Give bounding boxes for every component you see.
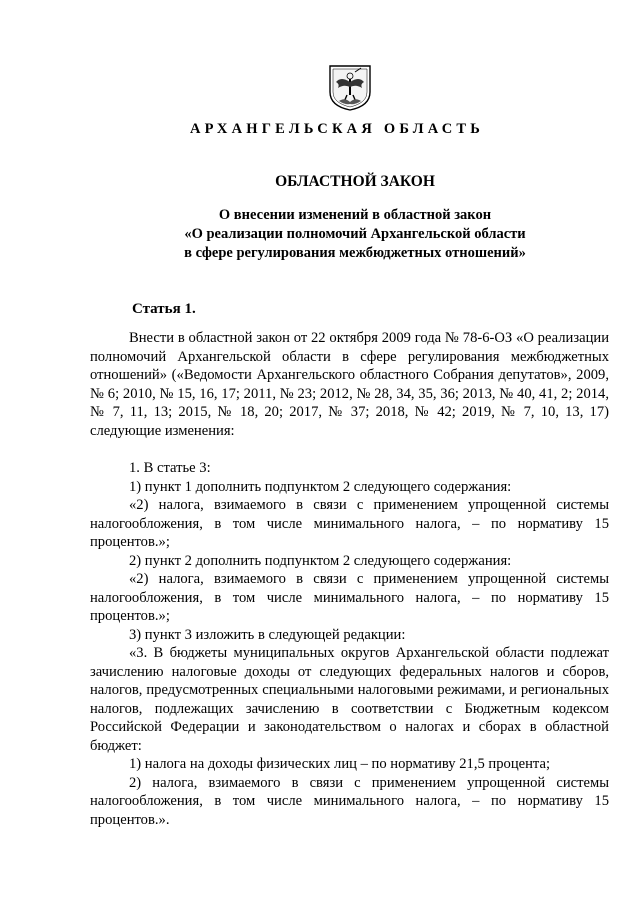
intro-paragraph: Внести в областной закон от 22 октября 2009 года № 78-6-ОЗ «О реализации полномочий Архангельской области в сфере регулирования межбюджетных отношений» («Ведомости Архангельского областного Собрания депутатов», 2009, № 6; 2010, № 15, 16, 17; 2011, № 23; 2012, № 28, 34, 35, 36; 2013, № 40, 41, 2; 2014, № 7, 11, 13; 2015, № 18, 20; 2017, № 37; 2018, № 42; 2019, № 7, 10, 13, 17) следующие изменения: [90, 330, 609, 439]
amendment-paragraph: 2) налога, взимаемого в связи с применением упрощенной системы налогообложения, в том числе минимального налога, – по нормативу 15 процентов.». [90, 774, 609, 828]
amendment-paragraph: «2) налога, взимаемого в связи с применением упрощенной системы налогообложения, в том числе минимального налога, – по нормативу 15 процентов.»; [90, 497, 609, 550]
amendment-paragraph: 2) пункт 2 дополнить подпунктом 2 следующего содержания: [129, 552, 512, 569]
law-title-line: в сфере регулирования межбюджетных отношений» [184, 245, 526, 261]
article-intro [90, 329, 609, 440]
law-title [0, 206, 640, 263]
amendment-paragraph: 1) пункт 1 дополнить подпунктом 2 следующего содержания: [129, 478, 512, 495]
law-type-heading: ОБЛАСТНОЙ ЗАКОН [275, 173, 435, 190]
amendment-paragraph: 1. В статье 3: [129, 460, 211, 476]
amendment-paragraph: 3) пункт 3 изложить в следующей редакции: [129, 626, 406, 643]
amendment-paragraph: «3. В бюджеты муниципальных округов Архангельской области подлежат зачислению налоговые доходы от следующих федеральных налогов и сборов, налогов, предусмотренных специальными налоговыми режимами, и региональных налогов, подлежащих зачислению в соответствии с Бюджетным кодексом Российской Федерации и законодательством о налогах и сборах в областной бюджет: [90, 645, 609, 754]
region-name: АРХАНГЕЛЬСКАЯ ОБЛАСТЬ [189, 121, 485, 137]
amendment-paragraph: «2) налога, взимаемого в связи с применением упрощенной системы налогообложения, в том числе минимального налога, – по нормативу 15 процентов.»; [90, 571, 609, 624]
amendment-paragraph: 1) налога на доходы физических лиц – по нормативу 21,5 процента; [129, 756, 551, 772]
amendments-list [90, 459, 609, 829]
law-title-line: О внесении изменений в областной закон [218, 207, 492, 223]
coat-of-arms-icon [325, 62, 375, 112]
article-heading: Статья 1. [132, 301, 196, 317]
law-title-line: «О реализации полномочий Архангельской области [184, 226, 526, 242]
